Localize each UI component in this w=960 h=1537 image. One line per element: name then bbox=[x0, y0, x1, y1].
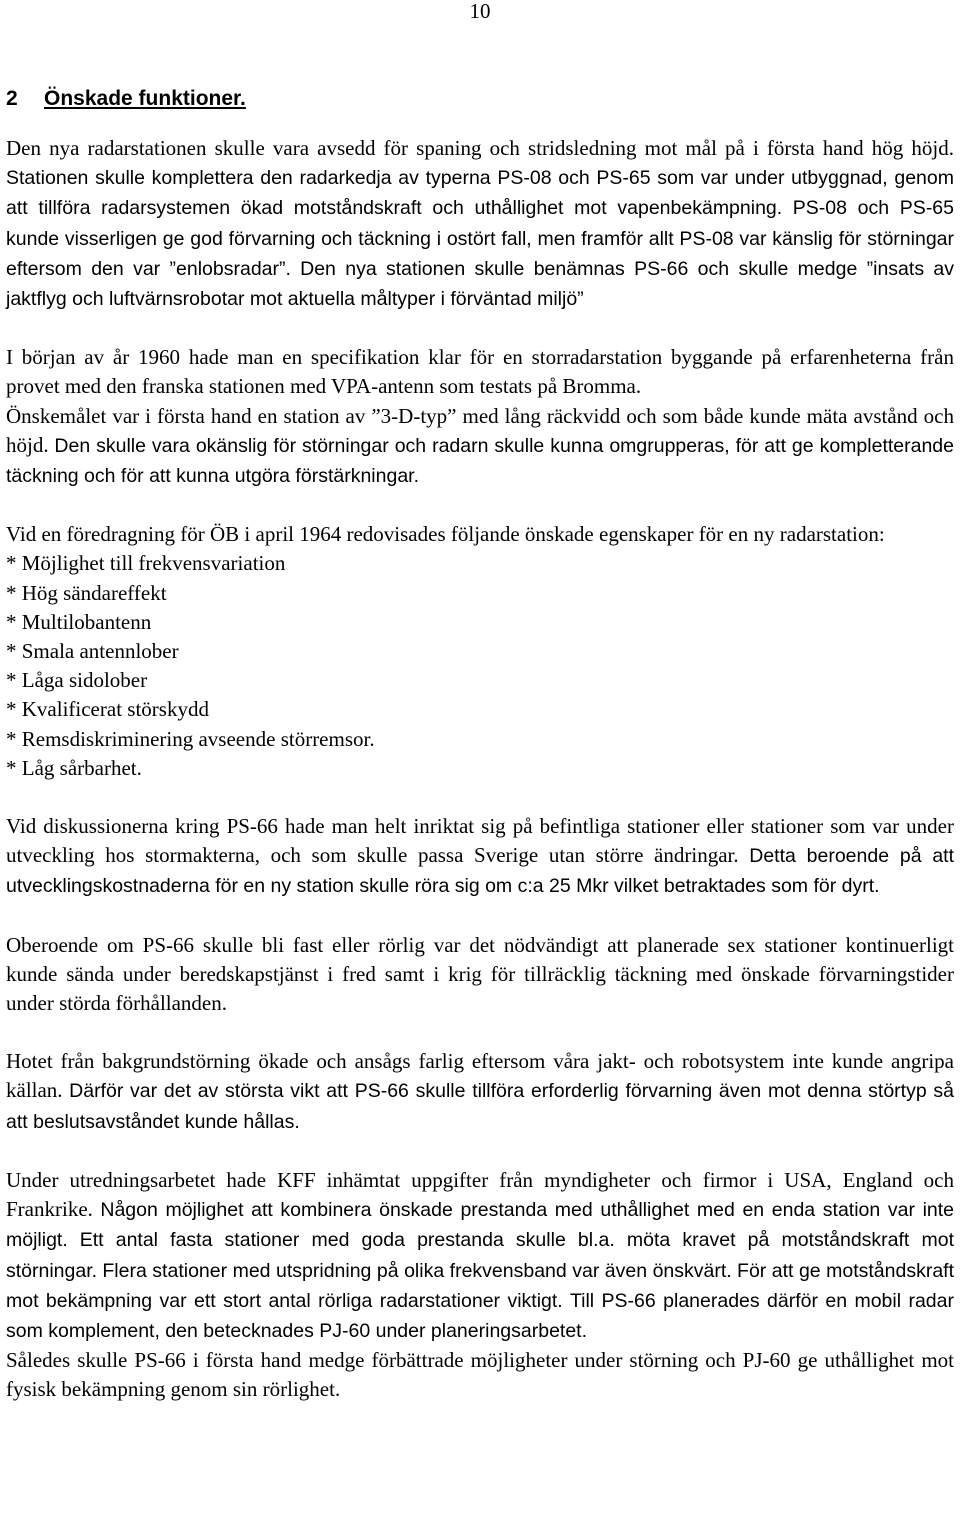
paragraph-3d-sentence-1: Önskemålet var i första hand en station av ”3-D-typ” med lång räckvidd och som både kunde mäta avstånd och höjd. bbox=[6, 403, 954, 457]
paragraph-3d-requirement bbox=[6, 402, 954, 492]
paragraph-investigation-sentence-4: Flera stationer med utspridning på olika frekvensband var även önskvärt. bbox=[102, 1259, 732, 1282]
page-number: 10 bbox=[469, 0, 491, 23]
paragraph-specification: I början av år 1960 hade man en specifikation klar för en storradarstation byggande på erfarenheterna från provet med den franska stationen med VPA-antenn som testats på Bromma. bbox=[6, 345, 954, 399]
list-item: * Multilobantenn bbox=[6, 609, 152, 634]
section-heading bbox=[6, 84, 954, 114]
paragraph-jamming-sentence-1: Hotet från bakgrundstörning ökade och ansågs farlig eftersom våra jakt- och robotsystem inte kunde angripa källan. bbox=[6, 1049, 954, 1103]
paragraph-intro-sentence-3: PS-08 och PS-65 kunde visserligen ge god förvarning och täckning i ostört fall, men framför allt PS-08 var känslig för störningar eftersom den var ”enlobsradar”. bbox=[6, 197, 954, 280]
paragraph-intro-sentence-1: Den nya radarstationen skulle vara avsedd för spaning och stridsledning mot mål på i första hand hög höjd. bbox=[6, 136, 954, 160]
paragraph-gap bbox=[6, 491, 954, 520]
list-item: * Hög sändareffekt bbox=[6, 580, 167, 605]
list-item: * Möjlighet till frekvensvariation bbox=[6, 551, 286, 576]
paragraph-investigation-sentence-3: Ett antal fasta stationer med goda prestanda skulle bl.a. möta kravet på motståndskraft mot störningar. bbox=[6, 1229, 954, 1282]
list-item: * Smala antennlober bbox=[6, 639, 179, 664]
document-body bbox=[6, 84, 954, 1405]
paragraph-jamming-sentence-2: Därför var det av största vikt att PS-66 skulle tillföra erforderlig förvarning även mot denna störtyp så att beslutsavståndet kunde hållas. bbox=[6, 1080, 954, 1133]
paragraph-discussions-sentence-2: Detta beroende på att utvecklingskostnaderna för en ny station skulle röra sig om c:a 25 Mkr vilket betraktades som för dyrt. bbox=[6, 845, 955, 898]
paragraph-gap bbox=[6, 1137, 954, 1166]
paragraph-background-jamming bbox=[6, 1047, 954, 1137]
paragraph-discussions bbox=[6, 812, 954, 902]
paragraph-investigation-sentence-5: För att ge motståndskraft mot bekämpning var ett stort antal rörliga radarstationer viktigt. bbox=[6, 1259, 955, 1312]
paragraph-gap bbox=[6, 1018, 954, 1047]
paragraph-gap bbox=[6, 783, 954, 812]
paragraph-ob-presentation: Vid en föredragning för ÖB i april 1964 redovisades följande önskade egenskaper för en ny radarstation: bbox=[6, 522, 885, 547]
list-item: * Låga sidolober bbox=[6, 668, 148, 693]
paragraph-investigation-sentence-1: Under utredningsarbetet hade KFF inhämtat uppgifter från myndigheter och firmor i USA, England och Frankrike. bbox=[6, 1167, 954, 1222]
paragraph-discussions-sentence-1: Vid diskussionerna kring PS-66 hade man helt inriktat sig på befintliga stationer eller stationer som var under utveckling hos stormakterna, och som skulle passa Sverige utan större ändringar. bbox=[6, 814, 954, 868]
paragraph-investigation-sentence-6: Till PS-66 planerades därför en mobil radar som komplement, den betecknades PJ-60 under planeringsarbetet. bbox=[6, 1289, 954, 1342]
section-title: Önskade funktioner. bbox=[44, 87, 246, 110]
requirements-list bbox=[6, 549, 954, 783]
paragraph-gap bbox=[6, 902, 954, 931]
list-item: * Kvalificerat störskydd bbox=[6, 697, 209, 722]
paragraph-3d-sentence-2: Den skulle vara okänslig för störningar och radarn skulle kunna omgrupperas, för att ge kompletterande täckning och för att kunna utgöra förstärkningar. bbox=[6, 434, 954, 488]
list-item: * Remsdiskriminering avseende störremsor. bbox=[6, 726, 375, 751]
paragraph-investigation-sentence-2: Någon möjlighet att kombinera önskade prestanda med uthållighet med en enda station var inte möjligt. bbox=[6, 1199, 955, 1252]
paragraph-investigation bbox=[6, 1166, 954, 1346]
paragraph-gap bbox=[6, 314, 954, 343]
paragraph-intro-sentence-4: Den nya stationen skulle benämnas PS-66 och skulle medge ”insats av jaktflyg och luftvärnsrobotar mot aktuella måltyper i förväntad miljö” bbox=[6, 257, 955, 311]
list-item: * Låg sårbarhet. bbox=[6, 755, 142, 780]
paragraph-conclusion: Således skulle PS-66 i första hand medge förbättrade möjligheter under störning och PJ-60 ge uthållighet mot fysisk bekämpning genom sin rörlighet. bbox=[6, 1348, 954, 1402]
paragraph-intro-sentence-2: Stationen skulle komplettera den radarkedja av typerna PS-08 och PS-65 som var under utbyggnad, genom att tillföra radarsystemen ökad motståndskraft och uthållighet mot vapenbekämpning. bbox=[6, 167, 954, 220]
paragraph-intro bbox=[6, 134, 954, 314]
paragraph-six-stations: Oberoende om PS-66 skulle bli fast eller rörlig var det nödvändigt att planerade sex stationer kontinuerligt kunde sända under beredskapstjänst i fred samt i krig för tillräcklig täckning med önskade förvarningstider under störda förhållanden. bbox=[6, 932, 954, 1016]
section-number: 2 bbox=[6, 87, 18, 110]
